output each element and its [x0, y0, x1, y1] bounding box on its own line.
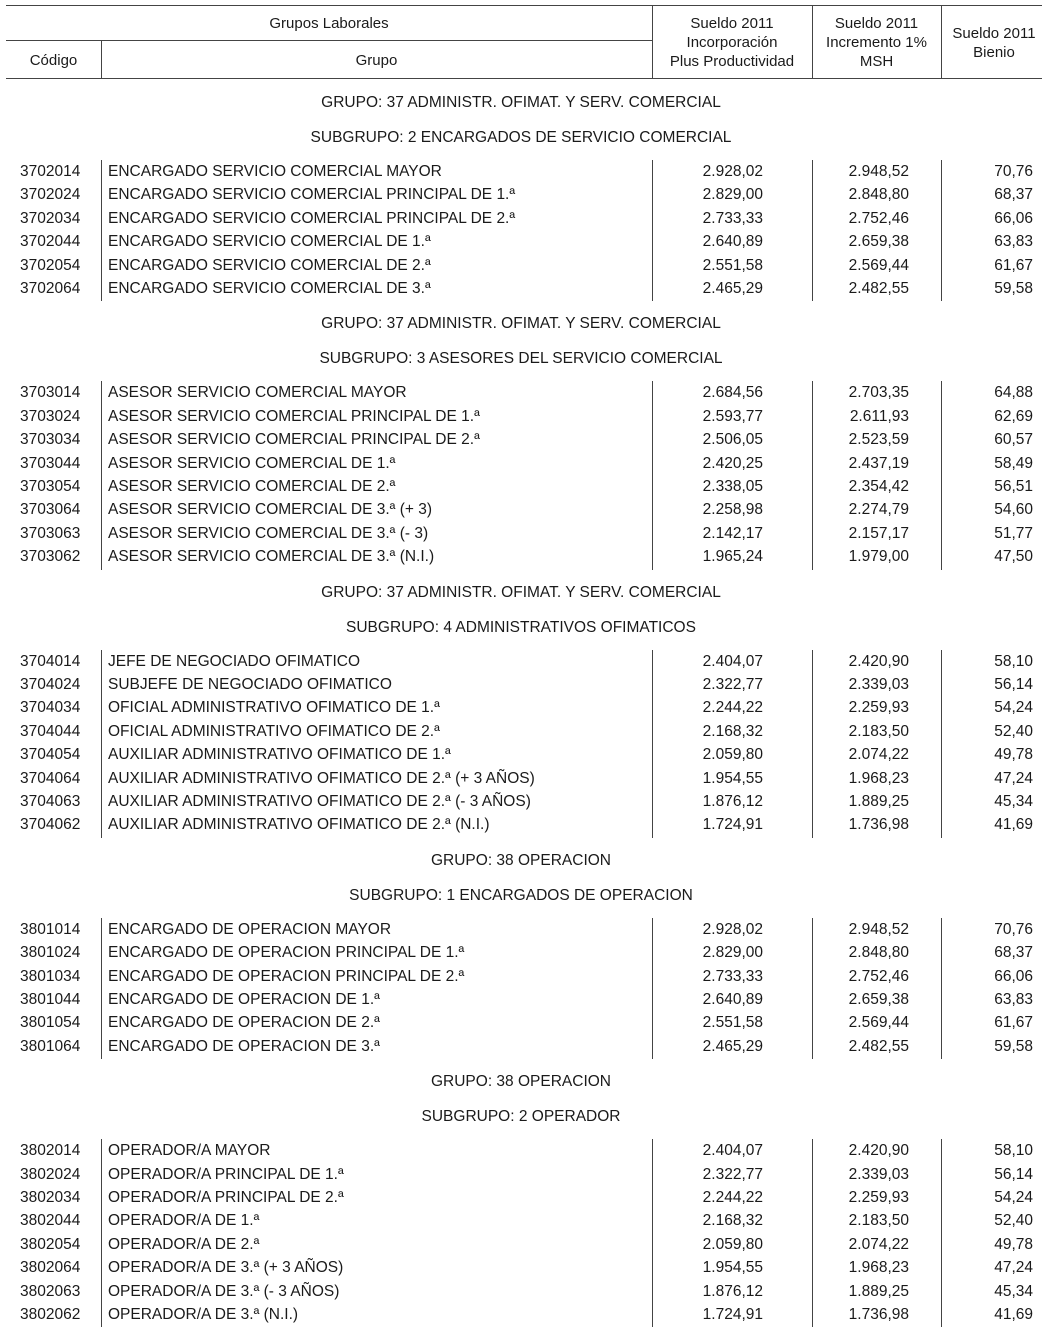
row-sueldo-incorporacion: 1.876,12: [702, 1282, 763, 1300]
row-sueldo-incorporacion: 1.724,91: [702, 816, 763, 834]
table-row: [0, 162, 1060, 185]
row-bienio: 41,69: [994, 1306, 1033, 1323]
table-row: [0, 185, 1060, 208]
row-bienio: 45,34: [994, 793, 1033, 810]
row-sueldo-incorporacion: 2.928,02: [702, 163, 763, 180]
row-sueldo-incorporacion: 2.059,80: [702, 746, 763, 764]
row-bienio: 54,24: [994, 1189, 1033, 1206]
table-row: [0, 990, 1060, 1013]
table-row: [0, 209, 1060, 232]
row-sueldo-incremento: 2.437,19: [848, 454, 909, 472]
header-col1-line2: Incorporación: [686, 34, 778, 51]
column-divider: [101, 650, 102, 838]
table-row: [0, 1037, 1060, 1060]
row-sueldo-incorporacion: 1.876,12: [702, 793, 763, 810]
row-sueldo-incorporacion: 2.506,05: [702, 431, 763, 449]
row-sueldo-incremento: 2.157,17: [848, 524, 909, 542]
row-code: 3704014: [20, 652, 81, 670]
subgrupo-heading: SUBGRUPO: 1 ENCARGADOS DE OPERACION: [349, 886, 693, 904]
table-row: [0, 407, 1060, 430]
column-divider: [941, 918, 942, 1059]
table-row: [0, 1282, 1060, 1305]
row-sueldo-incorporacion: 2.928,02: [702, 920, 763, 938]
row-bienio: 49,78: [994, 1235, 1033, 1253]
row-sueldo-incorporacion: 2.059,80: [702, 1235, 763, 1253]
row-sueldo-incremento: 2.848,80: [848, 944, 909, 962]
row-job-title: AUXILIAR ADMINISTRATIVO OFIMATICO DE 1.ª: [108, 746, 451, 764]
column-divider: [941, 381, 942, 569]
row-sueldo-incremento: 1.736,98: [848, 1306, 909, 1323]
table-row: [0, 722, 1060, 745]
table-row: [0, 1141, 1060, 1164]
row-job-title: ENCARGADO DE OPERACION DE 3.ª: [108, 1037, 380, 1055]
column-divider: [812, 918, 813, 1059]
grupo-heading: GRUPO: 38 OPERACION: [430, 851, 611, 869]
row-job-title: ENCARGADO DE OPERACION DE 2.ª: [108, 1014, 380, 1032]
row-bienio: 47,24: [994, 769, 1033, 787]
table-row: [0, 256, 1060, 279]
row-bienio: 63,83: [994, 991, 1033, 1008]
row-code: 3702054: [20, 256, 81, 274]
header-col2-line1: Sueldo 2011: [834, 15, 919, 32]
header-col2-line2: Incremento 1%: [826, 34, 927, 51]
row-sueldo-incremento: 2.523,59: [848, 431, 909, 449]
row-code: 3703063: [20, 524, 81, 542]
row-job-title: SUBJEFE DE NEGOCIADO OFIMATICO: [108, 676, 392, 693]
row-job-title: AUXILIAR ADMINISTRATIVO OFIMATICO DE 2.ª (+ 3 AÑOS): [108, 769, 535, 787]
row-code: 3703044: [20, 454, 81, 472]
row-sueldo-incorporacion: 2.733,33: [702, 209, 763, 227]
table-row: [0, 279, 1060, 302]
row-bienio: 58,10: [994, 1142, 1033, 1160]
column-divider: [101, 1139, 102, 1327]
row-code: 3802062: [20, 1306, 81, 1323]
row-code: 3801054: [20, 1014, 81, 1032]
table-row: [0, 477, 1060, 500]
row-sueldo-incorporacion: 1.954,55: [702, 1259, 763, 1277]
row-job-title: ASESOR SERVICIO COMERCIAL DE 2.ª: [108, 478, 396, 495]
header-col3-line2: Bienio: [973, 44, 1015, 61]
row-job-title: AUXILIAR ADMINISTRATIVO OFIMATICO DE 2.ª (- 3 AÑOS): [108, 793, 531, 810]
column-divider: [652, 650, 653, 838]
column-divider: [941, 160, 942, 301]
row-bienio: 56,51: [994, 478, 1033, 495]
row-job-title: OPERADOR/A DE 3.ª (N.I.): [108, 1306, 299, 1323]
table-row: [0, 1235, 1060, 1258]
table-row: [0, 524, 1060, 547]
row-job-title: ASESOR SERVICIO COMERCIAL PRINCIPAL DE 1.ª: [108, 407, 480, 425]
row-bienio: 63,83: [994, 233, 1033, 251]
row-bienio: 68,37: [994, 186, 1033, 204]
row-bienio: 62,69: [994, 407, 1033, 425]
row-sueldo-incremento: 2.659,38: [848, 991, 909, 1008]
row-sueldo-incremento: 2.259,93: [848, 1189, 909, 1206]
row-sueldo-incorporacion: 2.338,05: [702, 478, 763, 495]
row-code: 3704054: [20, 746, 81, 764]
row-code: 3702044: [20, 233, 81, 251]
row-bienio: 61,67: [994, 1014, 1033, 1032]
table-row: [0, 1165, 1060, 1188]
row-sueldo-incremento: 2.948,52: [848, 920, 909, 938]
row-sueldo-incremento: 2.420,90: [848, 652, 909, 670]
row-sueldo-incremento: 2.074,22: [848, 1235, 909, 1253]
grupo-heading: GRUPO: 37 ADMINISTR. OFIMAT. Y SERV. COMERCIAL: [321, 583, 721, 601]
row-sueldo-incremento: 2.339,03: [848, 1165, 909, 1183]
table-row: [0, 652, 1060, 675]
row-code: 3802063: [20, 1282, 81, 1300]
row-job-title: OPERADOR/A PRINCIPAL DE 1.ª: [108, 1165, 344, 1183]
row-code: 3802024: [20, 1165, 81, 1183]
row-bienio: 58,10: [994, 652, 1033, 670]
row-bienio: 59,58: [994, 1037, 1033, 1055]
table-row: [0, 943, 1060, 966]
row-job-title: OFICIAL ADMINISTRATIVO OFIMATICO DE 1.ª: [108, 699, 440, 717]
row-code: 3702014: [20, 163, 81, 180]
header-col-incorporacion: [652, 14, 812, 71]
row-bienio: 47,50: [994, 548, 1033, 566]
row-sueldo-incremento: 2.482,55: [848, 1037, 909, 1055]
row-bienio: 58,49: [994, 454, 1033, 472]
row-bienio: 54,24: [994, 699, 1033, 717]
row-sueldo-incremento: 2.569,44: [848, 1014, 909, 1032]
row-code: 3802014: [20, 1142, 81, 1160]
column-divider: [652, 918, 653, 1059]
row-bienio: 51,77: [994, 524, 1033, 542]
table-row: [0, 1188, 1060, 1211]
row-bienio: 70,76: [994, 920, 1033, 938]
table-row: [0, 430, 1060, 453]
row-bienio: 60,57: [994, 431, 1033, 449]
row-bienio: 61,67: [994, 256, 1033, 274]
header-col-incremento: [812, 14, 941, 71]
row-sueldo-incorporacion: 2.465,29: [702, 280, 763, 297]
header-col1-line3: Plus Productividad: [669, 53, 795, 70]
table-row: [0, 547, 1060, 570]
row-sueldo-incorporacion: 1.965,24: [702, 548, 763, 566]
header-codigo: Código: [29, 52, 78, 69]
row-sueldo-incorporacion: 2.244,22: [702, 1189, 763, 1206]
row-sueldo-incorporacion: 2.551,58: [702, 1014, 763, 1032]
table-row: [0, 745, 1060, 768]
column-divider: [941, 1139, 942, 1327]
row-bienio: 52,40: [994, 1212, 1033, 1230]
row-job-title: OPERADOR/A DE 2.ª: [108, 1235, 260, 1253]
column-divider: [101, 160, 102, 301]
row-sueldo-incremento: 2.420,90: [848, 1142, 909, 1160]
table-row: [0, 1258, 1060, 1281]
row-sueldo-incremento: 2.482,55: [848, 280, 909, 297]
row-sueldo-incremento: 2.752,46: [848, 967, 909, 985]
row-code: 3801044: [20, 991, 81, 1008]
header-grupos-laborales: Grupos Laborales: [269, 15, 389, 32]
row-job-title: ENCARGADO DE OPERACION MAYOR: [108, 920, 392, 938]
row-sueldo-incremento: 2.274,79: [848, 501, 909, 519]
row-job-title: ENCARGADO SERVICIO COMERCIAL PRINCIPAL DE 2.ª: [108, 209, 516, 227]
row-sueldo-incorporacion: 2.640,89: [702, 233, 763, 251]
grupo-heading: GRUPO: 38 OPERACION: [430, 1073, 611, 1091]
row-bienio: 54,60: [994, 501, 1033, 519]
row-bienio: 59,58: [994, 280, 1033, 297]
row-sueldo-incorporacion: 2.465,29: [702, 1037, 763, 1055]
row-bienio: 66,06: [994, 209, 1033, 227]
row-sueldo-incremento: 1.889,25: [848, 793, 909, 810]
row-bienio: 52,40: [994, 722, 1033, 740]
row-job-title: ENCARGADO DE OPERACION PRINCIPAL DE 2.ª: [108, 967, 465, 985]
table-row: [0, 698, 1060, 721]
row-code: 3704024: [20, 676, 81, 693]
row-sueldo-incorporacion: 1.954,55: [702, 769, 763, 787]
header-mid-rule: [6, 40, 652, 41]
header-top-rule: [6, 5, 1042, 6]
subgrupo-heading: SUBGRUPO: 4 ADMINISTRATIVOS OFIMATICOS: [346, 618, 696, 636]
row-job-title: ASESOR SERVICIO COMERCIAL MAYOR: [108, 384, 407, 402]
row-sueldo-incremento: 2.611,93: [849, 407, 909, 425]
row-code: 3704062: [20, 816, 81, 834]
table-row: [0, 1013, 1060, 1036]
row-job-title: ENCARGADO DE OPERACION DE 1.ª: [108, 991, 380, 1008]
row-code: 3802044: [20, 1212, 81, 1230]
row-job-title: OFICIAL ADMINISTRATIVO OFIMATICO DE 2.ª: [108, 722, 440, 740]
row-sueldo-incremento: 2.703,35: [848, 384, 909, 402]
row-job-title: ENCARGADO SERVICIO COMERCIAL PRINCIPAL DE 1.ª: [108, 186, 516, 204]
table-row: [0, 675, 1060, 698]
table-row: [0, 769, 1060, 792]
column-divider: [101, 381, 102, 569]
table-row: [0, 500, 1060, 523]
header-col1-line1: Sueldo 2011: [690, 15, 774, 32]
row-sueldo-incremento: 2.354,42: [848, 478, 909, 495]
row-job-title: OPERADOR/A MAYOR: [108, 1142, 271, 1160]
row-code: 3802054: [20, 1235, 81, 1253]
row-code: 3703062: [20, 548, 81, 566]
row-code: 3801014: [20, 920, 81, 938]
row-sueldo-incremento: 2.848,80: [848, 186, 909, 204]
row-code: 3703034: [20, 431, 81, 449]
table-row: [0, 815, 1060, 838]
row-sueldo-incorporacion: 2.404,07: [702, 652, 763, 670]
table-row: [0, 1305, 1060, 1328]
row-sueldo-incorporacion: 2.142,17: [702, 524, 763, 542]
row-job-title: ENCARGADO DE OPERACION PRINCIPAL DE 1.ª: [108, 944, 465, 962]
row-code: 3801034: [20, 967, 81, 985]
row-bienio: 56,14: [994, 1165, 1033, 1183]
column-divider: [652, 160, 653, 301]
row-job-title: ENCARGADO SERVICIO COMERCIAL DE 1.ª: [108, 233, 431, 251]
row-sueldo-incorporacion: 2.640,89: [702, 991, 763, 1008]
row-job-title: OPERADOR/A PRINCIPAL DE 2.ª: [108, 1189, 344, 1206]
row-sueldo-incorporacion: 2.684,56: [702, 384, 763, 402]
row-sueldo-incremento: 1.736,98: [848, 816, 909, 834]
row-code: 3704064: [20, 769, 81, 787]
row-sueldo-incremento: 2.948,52: [848, 163, 909, 180]
row-bienio: 64,88: [994, 384, 1033, 402]
row-job-title: ASESOR SERVICIO COMERCIAL DE 1.ª: [108, 454, 396, 472]
row-code: 3801024: [20, 944, 81, 962]
row-sueldo-incorporacion: 2.258,98: [702, 501, 763, 519]
row-job-title: OPERADOR/A DE 1.ª: [108, 1212, 260, 1230]
row-sueldo-incorporacion: 2.551,58: [702, 256, 763, 274]
row-bienio: 56,14: [994, 676, 1033, 693]
row-bienio: 41,69: [994, 816, 1033, 834]
row-code: 3703024: [20, 407, 81, 425]
column-divider: [101, 918, 102, 1059]
row-code: 3704044: [20, 722, 81, 740]
row-sueldo-incorporacion: 2.829,00: [702, 944, 763, 962]
row-code: 3801064: [20, 1037, 81, 1055]
row-sueldo-incremento: 1.889,25: [848, 1282, 909, 1300]
header-bottom-rule: [6, 78, 1042, 79]
row-sueldo-incremento: 2.183,50: [848, 1212, 909, 1230]
table-row: [0, 383, 1060, 406]
column-divider: [812, 160, 813, 301]
row-sueldo-incremento: 2.339,03: [848, 676, 909, 693]
subgrupo-heading: SUBGRUPO: 2 OPERADOR: [421, 1108, 621, 1126]
column-divider: [812, 1139, 813, 1327]
row-job-title: AUXILIAR ADMINISTRATIVO OFIMATICO DE 2.ª (N.I.): [108, 816, 490, 834]
row-code: 3704063: [20, 793, 81, 810]
row-sueldo-incorporacion: 2.322,77: [702, 1165, 763, 1183]
table-row: [0, 967, 1060, 990]
row-sueldo-incremento: 2.569,44: [848, 256, 909, 274]
column-divider: [652, 381, 653, 569]
column-divider: [652, 1139, 653, 1327]
row-sueldo-incremento: 2.752,46: [848, 209, 909, 227]
table-row: [0, 1211, 1060, 1234]
row-sueldo-incorporacion: 2.829,00: [702, 186, 763, 204]
header-col2-line3: MSH: [859, 53, 894, 70]
row-bienio: 70,76: [994, 163, 1033, 180]
row-sueldo-incorporacion: 2.593,77: [702, 407, 763, 425]
row-sueldo-incorporacion: 2.244,22: [702, 699, 763, 717]
row-job-title: ASESOR SERVICIO COMERCIAL DE 3.ª (- 3): [108, 524, 429, 542]
row-code: 3702064: [20, 280, 81, 297]
row-code: 3704034: [20, 699, 81, 717]
row-bienio: 68,37: [994, 944, 1033, 962]
row-sueldo-incremento: 2.074,22: [848, 746, 909, 764]
row-bienio: 49,78: [994, 746, 1033, 764]
row-sueldo-incremento: 2.183,50: [848, 722, 909, 740]
grupo-heading: GRUPO: 37 ADMINISTR. OFIMAT. Y SERV. COMERCIAL: [321, 315, 721, 333]
subgrupo-heading: SUBGRUPO: 2 ENCARGADOS DE SERVICIO COMERCIAL: [310, 129, 732, 146]
row-bienio: 47,24: [994, 1259, 1033, 1277]
column-divider: [812, 650, 813, 838]
row-job-title: ASESOR SERVICIO COMERCIAL PRINCIPAL DE 2.ª: [108, 431, 480, 449]
row-job-title: ENCARGADO SERVICIO COMERCIAL MAYOR: [108, 163, 442, 180]
grupo-heading: GRUPO: 37 ADMINISTR. OFIMAT. Y SERV. COMERCIAL: [321, 94, 721, 111]
row-code: 3802064: [20, 1259, 81, 1277]
row-job-title: OPERADOR/A DE 3.ª (- 3 AÑOS): [108, 1282, 340, 1300]
table-row: [0, 920, 1060, 943]
row-sueldo-incorporacion: 2.168,32: [702, 722, 763, 740]
row-bienio: 45,34: [994, 1282, 1033, 1300]
subgrupo-heading: SUBGRUPO: 3 ASESORES DEL SERVICIO COMERCIAL: [319, 350, 723, 368]
row-sueldo-incorporacion: 2.733,33: [702, 967, 763, 985]
row-sueldo-incorporacion: 2.404,07: [702, 1142, 763, 1160]
row-job-title: OPERADOR/A DE 3.ª (+ 3 AÑOS): [108, 1259, 344, 1277]
table-row: [0, 454, 1060, 477]
row-code: 3702034: [20, 209, 81, 227]
row-sueldo-incremento: 1.968,23: [848, 769, 909, 787]
row-code: 3702024: [20, 186, 81, 204]
row-job-title: ENCARGADO SERVICIO COMERCIAL DE 2.ª: [108, 256, 431, 274]
row-job-title: ASESOR SERVICIO COMERCIAL DE 3.ª (+ 3): [108, 501, 433, 519]
column-divider: [941, 650, 942, 838]
header-col3-line1: Sueldo 2011: [952, 25, 1036, 42]
row-code: 3703014: [20, 384, 81, 402]
row-bienio: 66,06: [994, 967, 1033, 985]
row-code: 3802034: [20, 1189, 81, 1206]
column-divider: [812, 381, 813, 569]
row-sueldo-incremento: 1.968,23: [848, 1259, 909, 1277]
row-sueldo-incorporacion: 2.322,77: [702, 676, 763, 693]
header-col-bienio: [941, 24, 1047, 62]
row-sueldo-incremento: 2.259,93: [848, 699, 909, 717]
table-row: [0, 232, 1060, 255]
row-sueldo-incorporacion: 2.420,25: [702, 454, 763, 472]
row-sueldo-incorporacion: 2.168,32: [702, 1212, 763, 1230]
row-code: 3703054: [20, 478, 81, 495]
row-job-title: ASESOR SERVICIO COMERCIAL DE 3.ª (N.I.): [108, 548, 435, 566]
row-sueldo-incremento: 2.659,38: [848, 233, 909, 251]
row-job-title: JEFE DE NEGOCIADO OFIMATICO: [108, 652, 361, 670]
table-row: [0, 792, 1060, 815]
header-grupo: Grupo: [355, 52, 398, 69]
row-sueldo-incremento: 1.979,00: [848, 548, 909, 566]
row-sueldo-incorporacion: 1.724,91: [702, 1306, 763, 1323]
row-code: 3703064: [20, 501, 81, 519]
row-job-title: ENCARGADO SERVICIO COMERCIAL DE 3.ª: [108, 280, 431, 297]
